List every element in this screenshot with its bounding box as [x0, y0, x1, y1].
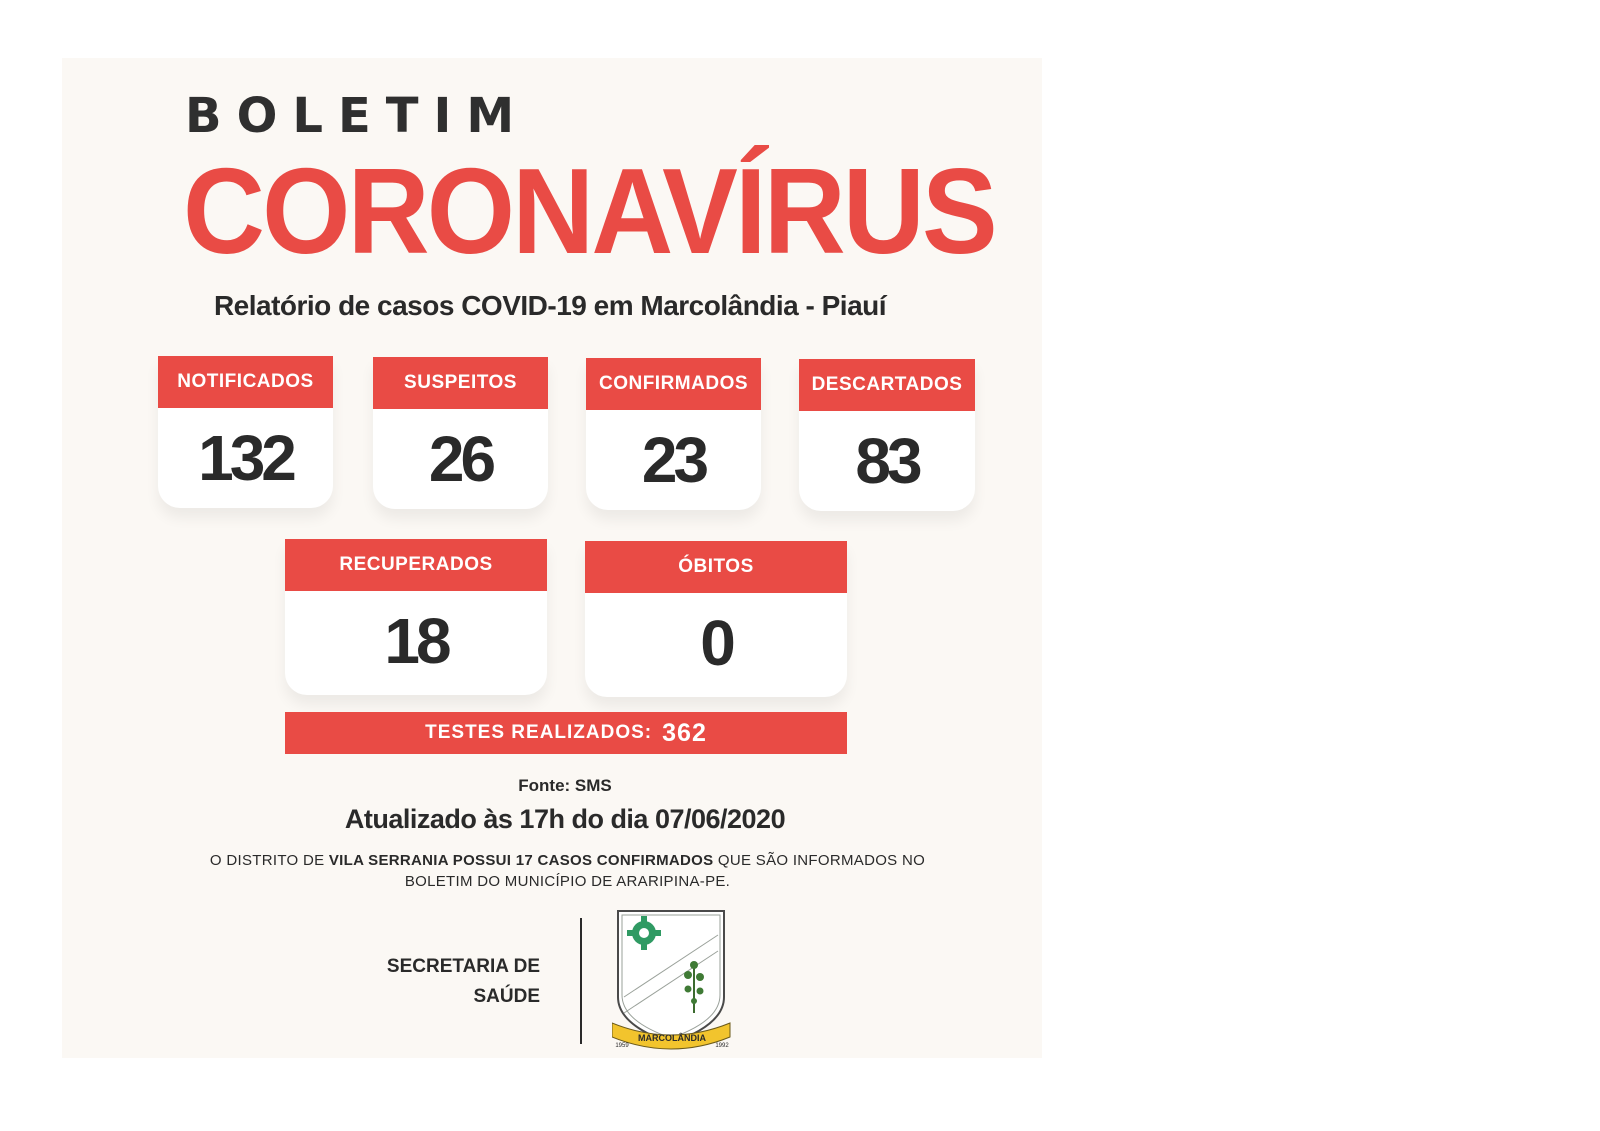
- note-text-1: O DISTRITO DE: [209, 852, 329, 869]
- stat-card-obitos: [585, 541, 847, 697]
- bulletin-overline: BOLETIM: [185, 88, 530, 144]
- stat-card-recuperados: [285, 539, 547, 695]
- org-line-2: SAÚDE: [473, 986, 540, 1007]
- stat-value: 23: [641, 424, 706, 496]
- stat-card-descartados: [799, 359, 975, 511]
- updated-text: Atualizado às 17h do dia 07/06/2020: [344, 804, 786, 834]
- footer-divider: [580, 918, 582, 1044]
- note-text-bold: VILA SERRANIA POSSUI 17 CASOS CONFIRMADOS: [328, 852, 714, 869]
- crest-year-left: 1959: [615, 1043, 629, 1049]
- tests-label: TESTES REALIZADOS:: [425, 722, 653, 743]
- stat-card-suspeitos: [373, 357, 548, 509]
- district-note: [175, 850, 960, 892]
- stat-label: DESCARTADOS: [799, 359, 975, 411]
- org-line-1: SECRETARIA DE: [386, 956, 540, 977]
- note-text-2: QUE SÃO INFORMADOS NO BOLETIM DO MUNICÍPIO DE ARARIPINA-PE.: [404, 852, 926, 890]
- tests-value: 362: [662, 718, 707, 747]
- source-text: Fonte: SMS: [518, 776, 612, 795]
- tests-bar: [285, 712, 847, 754]
- stat-card-confirmados: [586, 358, 761, 510]
- crest-banner-text: MARCOLÂNDIA: [638, 1033, 706, 1043]
- crest-year-right: 1992: [715, 1043, 729, 1049]
- bulletin-subtitle: Relatório de casos COVID-19 em Marcolândia - Piauí: [213, 290, 887, 321]
- stat-label: SUSPEITOS: [373, 357, 548, 409]
- stat-card-notificados: [158, 356, 333, 508]
- stat-label: ÓBITOS: [585, 541, 847, 593]
- bulletin-title: CORONAVÍRUS: [183, 143, 995, 279]
- stat-value: 132: [198, 422, 293, 494]
- stat-value: 0: [700, 607, 732, 679]
- stat-label: NOTIFICADOS: [158, 356, 333, 408]
- municipal-crest-logo: [612, 905, 732, 1055]
- stat-label: CONFIRMADOS: [586, 358, 761, 410]
- org-name: [370, 952, 540, 1012]
- stat-label: RECUPERADOS: [285, 539, 547, 591]
- stat-value: 83: [855, 425, 919, 497]
- stat-value: 18: [384, 605, 448, 677]
- stat-value: 26: [428, 423, 493, 495]
